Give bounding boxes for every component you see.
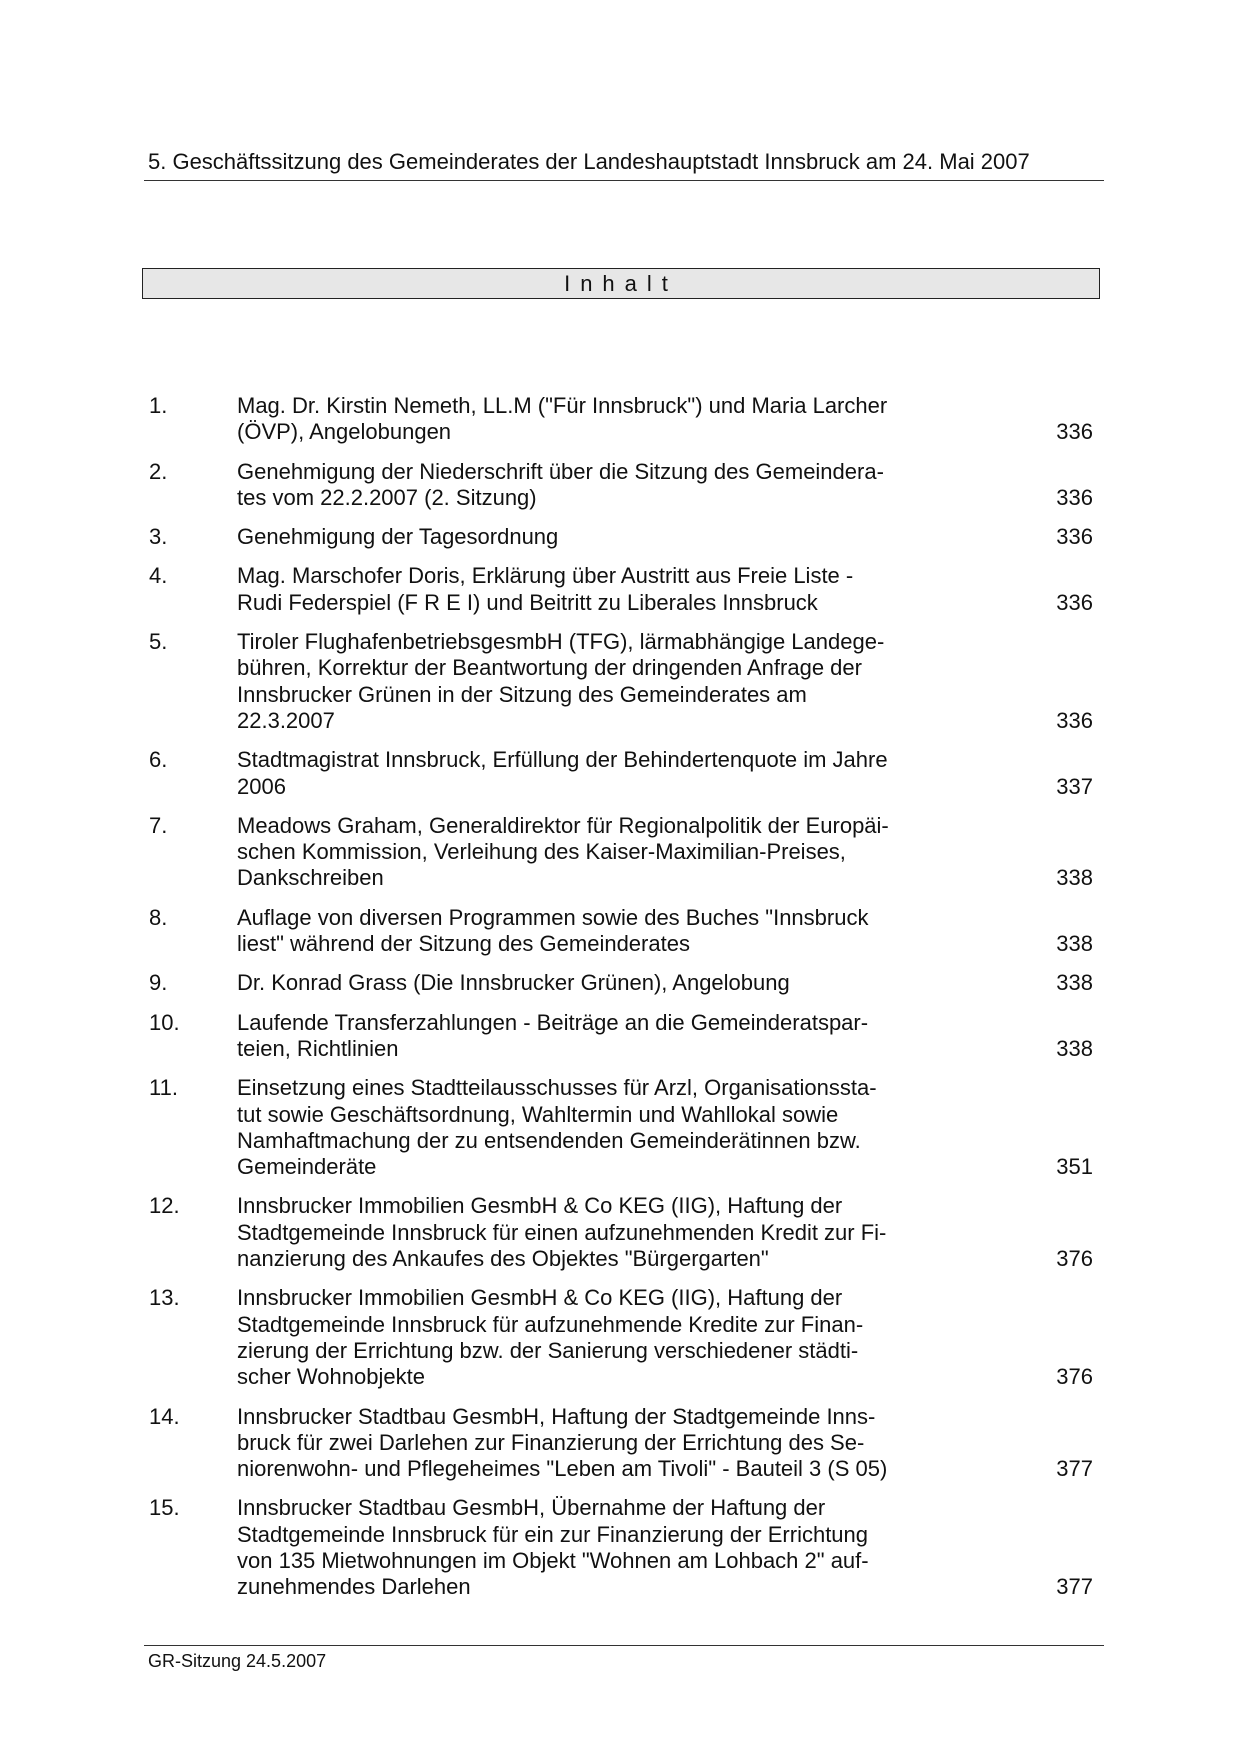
toc-entry xyxy=(149,524,1100,550)
toc-entry-title: Meadows Graham, Generaldirektor für Regionalpolitik der Europäi- schen Kommission, Verleihung des Kaiser-Maximilian-Preises, Dankschreiben xyxy=(237,812,889,891)
toc-entry xyxy=(149,1404,1100,1483)
toc-entry-title: Innsbrucker Stadtbau GesmbH, Übernahme der Haftung der Stadtgemeinde Innsbruck für ein zur Finanzierung der Errichtung von 135 Mietwohnungen im Objekt "Wohnen am Lohbach 2" auf- zunehmendes Darlehen xyxy=(237,1495,869,1600)
toc-entry-number: 1. xyxy=(149,393,168,418)
footer-text: GR-Sitzung 24.5.2007 xyxy=(148,1651,327,1671)
toc-entry-page: 376 xyxy=(1056,1246,1093,1272)
toc-entry-number: 12. xyxy=(149,1193,180,1219)
toc-entry-title: Innsbrucker Immobilien GesmbH & Co KEG (IIG), Haftung der Stadtgemeinde Innsbruck für einen aufzunehmenden Kredit zur Fi- nanzierung des Ankaufes des Objektes "Bürgergarten" xyxy=(237,1193,887,1272)
toc-entry-number: 9. xyxy=(149,970,168,996)
toc-entry-page: 336 xyxy=(1056,707,1093,733)
toc-entry xyxy=(149,629,1100,734)
toc-entry-title: Genehmigung der Tagesordnung xyxy=(237,524,559,550)
toc-entry-number: 13. xyxy=(149,1285,180,1311)
toc-entry-number: 11. xyxy=(149,1075,178,1101)
toc-entry-page: 336 xyxy=(1056,589,1093,615)
toc-entry xyxy=(149,1495,1100,1600)
section-heading-box xyxy=(142,268,1100,299)
toc-entry-number: 14. xyxy=(149,1403,180,1429)
toc-entry-number: 10. xyxy=(149,1009,180,1035)
toc-entry-title: Laufende Transferzahlungen - Beiträge an die Gemeinderatspar- teien, Richtlinien xyxy=(237,1009,869,1061)
toc-entry-number: 5. xyxy=(149,629,168,655)
toc-entry-title: Genehmigung der Niederschrift über die Sitzung des Gemeindera- tes vom 22.2.2007 (2. Sitzung) xyxy=(237,458,884,510)
toc-entry-page: 336 xyxy=(1056,419,1093,445)
toc-entry-title: Stadtmagistrat Innsbruck, Erfüllung der Behindertenquote im Jahre 2006 xyxy=(237,747,888,799)
toc-entry-page: 336 xyxy=(1056,484,1093,510)
section-heading: Inhalt xyxy=(564,271,678,296)
toc-entry xyxy=(149,747,1100,800)
toc-entry-number: 8. xyxy=(149,904,168,930)
header-title: 5. Geschäftssitzung des Gemeinderates der Landeshauptstadt Innsbruck am 24. Mai 2007 xyxy=(148,149,1030,174)
toc-entry-title: Einsetzung eines Stadtteilausschusses für Arzl, Organisationssta- tut sowie Geschäftsordnung, Wahltermin und Wahllokal sowie Namhaftmachung der zu entsendenden Gemeinderätinnen bzw. Gemeinderäte xyxy=(237,1075,877,1180)
toc-entry-page: 336 xyxy=(1056,524,1093,550)
toc-entry-page: 338 xyxy=(1056,970,1093,996)
toc-entry-page: 377 xyxy=(1056,1574,1093,1600)
toc-entry-page: 337 xyxy=(1056,773,1093,799)
toc-entry-number: 15. xyxy=(149,1495,180,1521)
toc-entry-page: 338 xyxy=(1056,865,1093,891)
toc-entry-title: Innsbrucker Stadtbau GesmbH, Haftung der Stadtgemeinde Inns- bruck für zwei Darlehen zur Finanzierung der Errichtung des Se- niorenwohn- und Pflegeheimes "Leben am Tivoli" - Bauteil 3 (S 05) xyxy=(237,1403,888,1482)
toc-entry-page: 351 xyxy=(1056,1154,1093,1180)
toc-entry-page: 376 xyxy=(1056,1364,1093,1390)
toc-entry-number: 4. xyxy=(149,563,168,589)
toc-entry xyxy=(149,1010,1100,1063)
toc-entry xyxy=(149,459,1100,512)
toc-entry-title: Mag. Dr. Kirstin Nemeth, LL.M ("Für Innsbruck") und Maria Larcher (ÖVP), Angelobungen xyxy=(237,393,888,445)
toc-entry-number: 6. xyxy=(149,747,168,773)
toc-entry-title: Innsbrucker Immobilien GesmbH & Co KEG (IIG), Haftung der Stadtgemeinde Innsbruck für aufzunehmende Kredite zur Finan- zierung der Errichtung bzw. der Sanierung verschiedener städti- scher Wohnobjekte xyxy=(237,1285,864,1390)
toc-entry-title: Mag. Marschofer Doris, Erklärung über Austritt aus Freie Liste - Rudi Federspiel (F R E I) und Beitritt zu Liberales Innsbruck xyxy=(237,563,854,615)
toc-entry-title: Auflage von diversen Programmen sowie des Buches "Innsbruck liest" während der Sitzung des Gemeinderates xyxy=(237,904,869,957)
page-footer xyxy=(144,1645,1104,1672)
toc-entry-number: 3. xyxy=(149,524,168,550)
toc-entry xyxy=(149,563,1100,616)
toc-entry-page: 338 xyxy=(1056,931,1093,957)
toc-entry-page: 377 xyxy=(1056,1456,1093,1482)
toc-entry-title: Dr. Konrad Grass (Die Innsbrucker Grünen), Angelobung xyxy=(237,970,790,996)
page-header xyxy=(144,148,1104,181)
toc-entry xyxy=(149,1285,1100,1390)
toc-entry xyxy=(149,970,1100,996)
toc-entry xyxy=(149,813,1100,892)
toc-entry xyxy=(149,905,1100,958)
toc-entry xyxy=(149,393,1100,446)
toc-entry-page: 338 xyxy=(1056,1035,1093,1061)
toc-entry-number: 7. xyxy=(149,812,168,838)
table-of-contents xyxy=(149,393,1100,1614)
toc-entry xyxy=(149,1075,1100,1180)
toc-entry xyxy=(149,1193,1100,1272)
toc-entry-number: 2. xyxy=(149,458,168,484)
toc-entry-title: Tiroler FlughafenbetriebsgesmbH (TFG), lärmabhängige Landege- bühren, Korrektur der Beantwortung der dringenden Anfrage der Innsbrucker Grünen in der Sitzung des Gemeinderates am 22.3.2007 xyxy=(237,629,885,733)
